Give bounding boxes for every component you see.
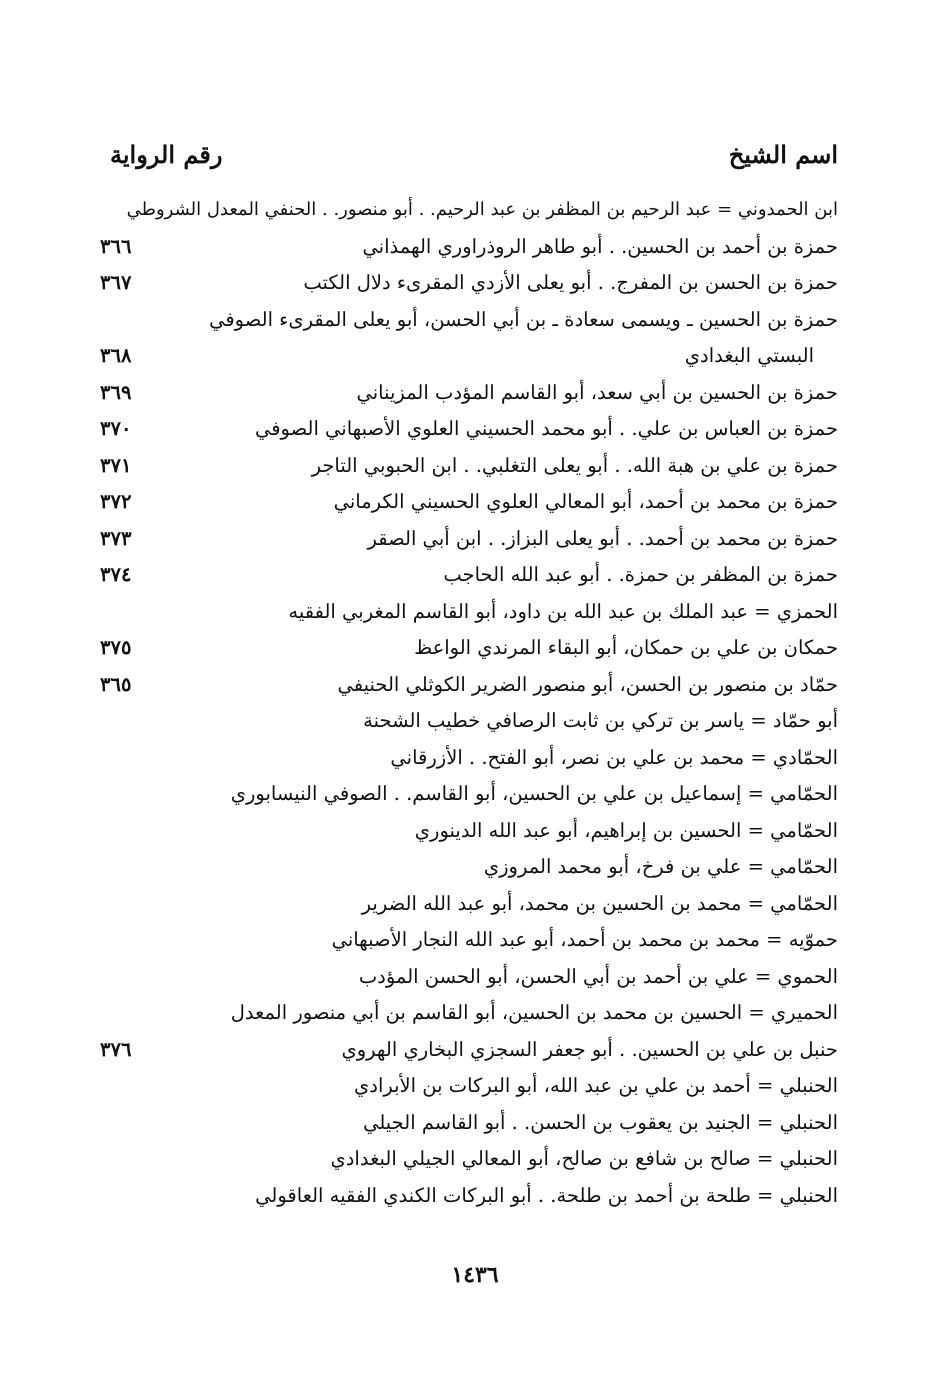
entry-name: حمزة بن أحمد بن الحسين. . أبو طاهر الروذراوري الهمذاني: [362, 234, 838, 258]
index-entry: [100, 1178, 838, 1215]
entry-name: حمزة بن الحسن بن المفرج. . أبو يعلى الأزدي المقرىء دلال الكتب: [303, 271, 838, 294]
entry-name: ابن الحمدوني = عبد الرحيم بن المظفر بن عبد الرحيم. . أبو منصور. . الحنفي المعدل الشروطي: [126, 199, 838, 220]
entry-name: الحموي = علي بن أحمد بن أبي الحسن، أبو الحسن المؤدب: [358, 964, 838, 988]
index-entry: [100, 703, 838, 740]
page-number: ١٤٣٦: [451, 1262, 499, 1288]
index-entry: [100, 484, 838, 521]
entry-number: ٣٦٨: [100, 344, 132, 367]
entry-number: ٣٧٥: [100, 636, 132, 659]
entry-name: الحمّامي = محمد بن الحسين بن محمد، أبو عبد الله الضرير: [361, 891, 838, 915]
index-entry: [100, 448, 838, 485]
index-entry: [100, 667, 838, 704]
index-entry: [100, 411, 838, 448]
entry-name: حمزة بن العباس بن علي. . أبو محمد الحسيني العلوي الأصبهاني الصوفي: [254, 417, 838, 440]
entry-name: أبو حمّاد = ياسر بن تركي بن ثابت الرصافي خطيب الشحنة: [363, 709, 838, 732]
entry-name: حمزة بن محمد بن أحمد، أبو المعالي العلوي الحسيني الكرماني: [333, 490, 838, 513]
column-header: [110, 134, 838, 174]
index-entry: [100, 1105, 838, 1142]
entry-number: ٣٧٠: [100, 417, 132, 440]
entry-number: ٣٧٦: [100, 1037, 132, 1061]
index-entry: [100, 594, 838, 631]
index-entry: [100, 302, 838, 339]
entry-name: حموّيه = محمد بن محمد بن أحمد، أبو عبد الله النجار الأصبهاني: [331, 928, 838, 951]
entry-name: الحمّادي = محمد بن علي بن نصر، أبو الفتح. . الأزرقاني: [390, 745, 838, 769]
entry-number: ٣٦٩: [100, 380, 132, 404]
index-entry: [100, 959, 838, 996]
entry-name: حمزة بن محمد بن أحمد. . أبو يعلى البزاز. . ابن أبي الصقر: [367, 526, 838, 550]
header-sheikh-name: اسم الشيخ: [728, 139, 838, 169]
entry-name: الحنبلي = طلحة بن أحمد بن طلحة. . أبو البركات الكندي الفقيه العاقولي: [255, 1183, 838, 1207]
entry-name: الحنبلي = الجنيد بن يعقوب بن الحسن. . أبو القاسم الجيلي: [363, 1110, 838, 1134]
index-entry: [100, 375, 838, 412]
index-entry: [100, 1068, 838, 1105]
entry-name: حنبل بن علي بن الحسين. . أبو جعفر السجزي البخاري الهروي: [341, 1037, 838, 1061]
entry-name: حمّاد بن منصور بن الحسن، أبو منصور الضرير الكوثلي الحنيفي: [337, 672, 838, 696]
index-entry: [100, 229, 838, 266]
entry-name: الحمزي = عبد الملك بن عبد الله بن داود، أبو القاسم المغربي الفقيه: [288, 599, 838, 623]
index-entry: [100, 1141, 838, 1178]
index-entry: [100, 265, 838, 302]
entry-name: حمزة بن الحسين ـ ويسمى سعادة ـ بن أبي الحسن، أبو يعلى المقرىء الصوفي: [209, 307, 838, 331]
entry-name: حمزة بن المظفر بن حمزة. . أبو عبد الله الحاجب: [443, 563, 838, 586]
entry-name: الحمّامي = إسماعيل بن علي بن الحسين، أبو القاسم. . الصوفي النيسابوري: [230, 782, 838, 805]
entry-number: ٣٦٥: [100, 672, 132, 696]
entry-name: حمزة بن علي بن هبة الله. . أبو يعلى التغلبي. . ابن الحبوبي التاجر: [311, 453, 838, 477]
entry-number: ٣٧٤: [100, 563, 132, 586]
entry-name: الحمّامي = الحسين بن إبراهيم، أبو عبد الله الدينوري: [414, 818, 838, 842]
entry-name: حمكان بن علي بن حمكان، أبو البقاء المرندي الواعظ: [414, 636, 838, 659]
index-entry: [100, 630, 838, 667]
entry-name: حمزة بن الحسين بن أبي سعد، أبو القاسم المؤدب المزيناني: [356, 380, 838, 404]
entry-number: ٣٧٣: [100, 526, 132, 550]
index-entry: [100, 776, 838, 813]
index-entry: [100, 521, 838, 558]
index-entry: [100, 740, 838, 777]
index-entry: [100, 849, 838, 886]
entry-number: ٣٧١: [100, 453, 132, 477]
entry-number: ٣٧٢: [100, 490, 132, 513]
entry-name: البستي البغدادي: [684, 344, 814, 367]
entry-name: الحنبلي = صالح بن شافع بن صالح، أبو المعالي الجيلي البغدادي: [330, 1147, 838, 1170]
entry-name: الحميري = الحسين بن محمد بن الحسين، أبو القاسم بن أبي منصور المعدل: [230, 1001, 838, 1024]
index-entry: [100, 995, 838, 1032]
index-entry: [100, 922, 838, 959]
index-entry: [100, 192, 838, 229]
index-entries: [100, 192, 838, 1214]
index-entry: [100, 557, 838, 594]
entry-number: ٣٦٦: [100, 234, 132, 258]
index-entry: [100, 886, 838, 923]
entry-number: ٣٦٧: [100, 271, 132, 294]
entry-name: الحمّامي = علي بن فرخ، أبو محمد المروزي: [483, 855, 838, 878]
entry-name: الحنبلي = أحمد بن علي بن عبد الله، أبو البركات بن الأبرادي: [354, 1074, 838, 1097]
index-entry: [100, 813, 838, 850]
header-narration-number: رقم الرواية: [110, 139, 223, 169]
index-entry: [100, 338, 838, 375]
index-entry: [100, 1032, 838, 1069]
